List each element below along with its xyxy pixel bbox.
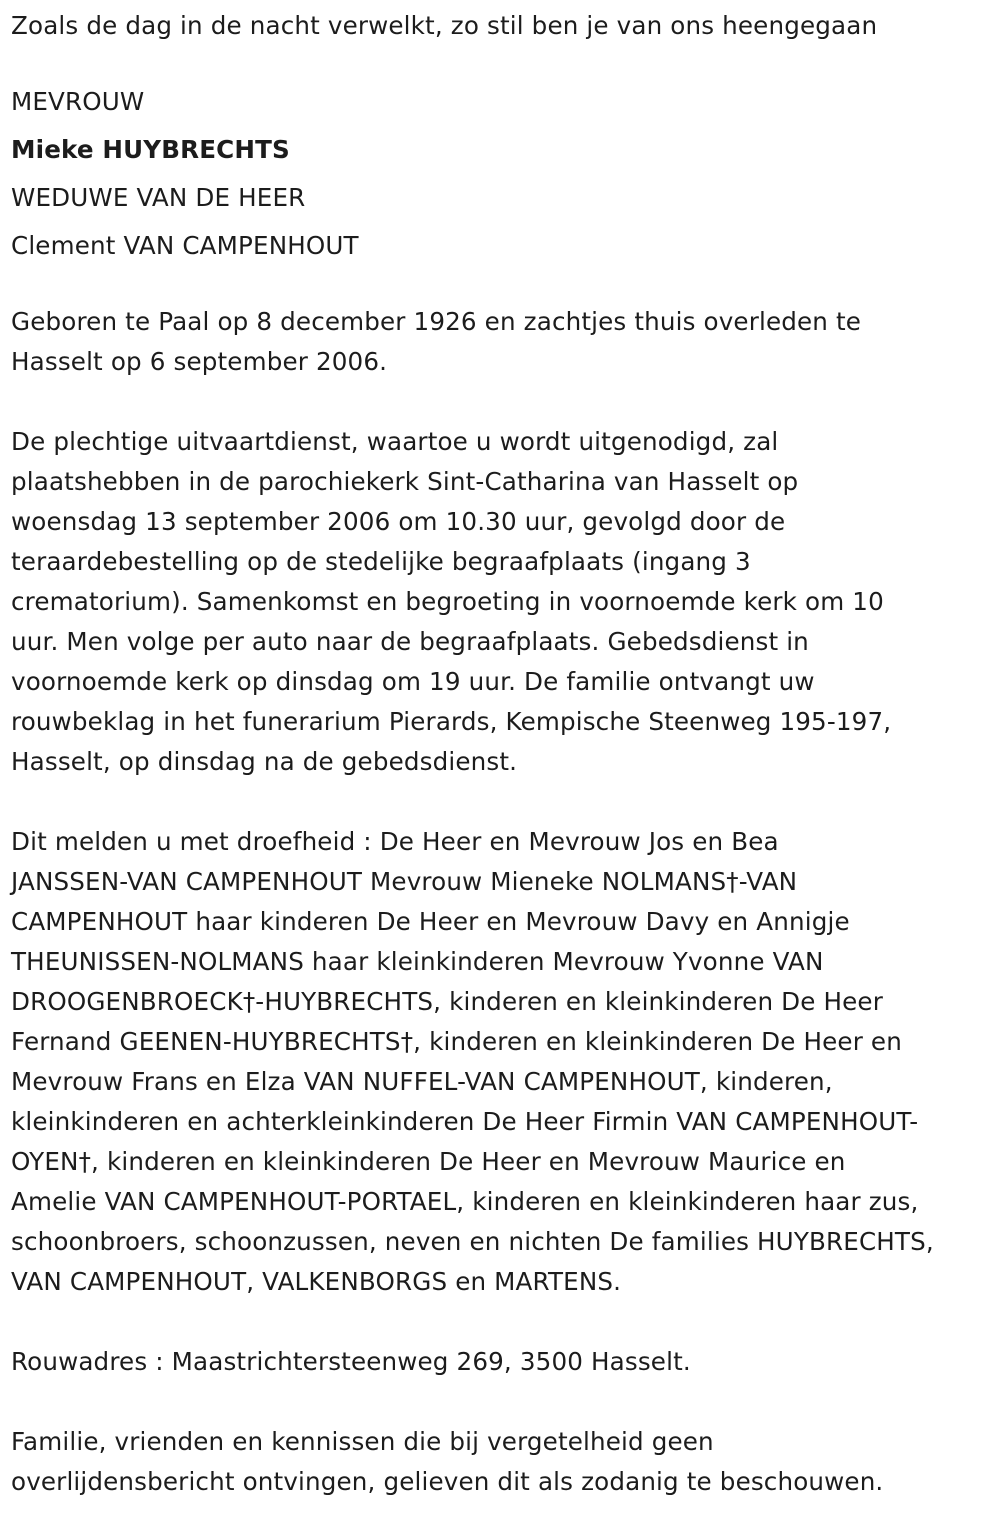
funeral-line: woensdag 13 september 2006 om 10.30 uur, gevolgd door de	[11, 507, 786, 536]
motto-text: Zoals de dag in de nacht verwelkt, zo stil ben je van ons heengegaan	[11, 11, 878, 40]
funeral-line: teraardebestelling op de stedelijke begraafplaats (ingang 3	[11, 547, 751, 576]
spacer	[11, 46, 993, 78]
announcement-line: Dit melden u met droefheid : De Heer en Mevrouw Jos en Bea	[11, 827, 779, 856]
announcement-line: Mevrouw Frans en Elza VAN NUFFEL-VAN CAMPENHOUT, kinderen,	[11, 1067, 833, 1096]
birth-death-line: Geboren te Paal op 8 december 1926 en zachtjes thuis overleden te	[11, 307, 862, 336]
funeral-line: crematorium). Samenkomst en begroeting in voornoemde kerk om 10	[11, 587, 884, 616]
announcement-line: DROOGENBROECK†-HUYBRECHTS, kinderen en kleinkinderen De Heer	[11, 987, 883, 1016]
funeral-line: De plechtige uitvaartdienst, waartoe u wordt uitgenodigd, zal	[11, 427, 779, 456]
funeral-paragraph	[11, 422, 993, 782]
spacer	[11, 270, 993, 302]
funeral-line: rouwbeklag in het funerarium Pierards, Kempische Steenweg 195-197,	[11, 707, 892, 736]
funeral-line: uur. Men volge per auto naar de begraafplaats. Gebedsdienst in	[11, 627, 809, 656]
closing-paragraph	[11, 1422, 993, 1502]
mourning-address: Rouwadres : Maastrichtersteenweg 269, 3500 Hasselt.	[11, 1347, 691, 1376]
announcement-line: OYEN†, kinderen en kleinkinderen De Heer en Mevrouw Maurice en	[11, 1147, 846, 1176]
announcement-line: THEUNISSEN-NOLMANS haar kleinkinderen Mevrouw Yvonne VAN	[11, 947, 824, 976]
spacer	[11, 1302, 993, 1342]
funeral-line: voornoemde kerk op dinsdag om 19 uur. De familie ontvangt uw	[11, 667, 815, 696]
announcement-line: JANSSEN-VAN CAMPENHOUT Mevrouw Mieneke NOLMANS†-VAN	[11, 867, 798, 896]
announcement-line: kleinkinderen en achterkleinkinderen De Heer Firmin VAN CAMPENHOUT-	[11, 1107, 919, 1136]
closing-line: Familie, vrienden en kennissen die bij vergetelheid geen	[11, 1427, 714, 1456]
spacer	[11, 1382, 993, 1422]
birth-death-paragraph	[11, 302, 993, 382]
spouse-name: Clement VAN CAMPENHOUT	[11, 231, 359, 260]
funeral-line: plaatshebben in de parochiekerk Sint-Catharina van Hasselt op	[11, 467, 799, 496]
announcement-line: VAN CAMPENHOUT, VALKENBORGS en MARTENS.	[11, 1267, 622, 1296]
spacer	[11, 382, 993, 422]
relation-text: WEDUWE VAN DE HEER	[11, 183, 306, 212]
announcement-line: schoonbroers, schoonzussen, neven en nichten De families HUYBRECHTS,	[11, 1227, 934, 1256]
birth-death-line: Hasselt op 6 september 2006.	[11, 347, 388, 376]
funeral-line: Hasselt, op dinsdag na de gebedsdienst.	[11, 747, 518, 776]
announcement-line: CAMPENHOUT haar kinderen De Heer en Mevrouw Davy en Annigje	[11, 907, 850, 936]
title-prefix: MEVROUW	[11, 87, 145, 116]
closing-line: overlijdensbericht ontvingen, gelieven dit als zodanig te beschouwen.	[11, 1467, 884, 1496]
announcement-paragraph	[11, 822, 993, 1302]
deceased-name: Mieke HUYBRECHTS	[11, 135, 290, 164]
obituary-document	[11, 6, 993, 1502]
spacer	[11, 782, 993, 822]
announcement-line: Fernand GEENEN-HUYBRECHTS†, kinderen en kleinkinderen De Heer en	[11, 1027, 902, 1056]
announcement-line: Amelie VAN CAMPENHOUT-PORTAEL, kinderen en kleinkinderen haar zus,	[11, 1187, 919, 1216]
